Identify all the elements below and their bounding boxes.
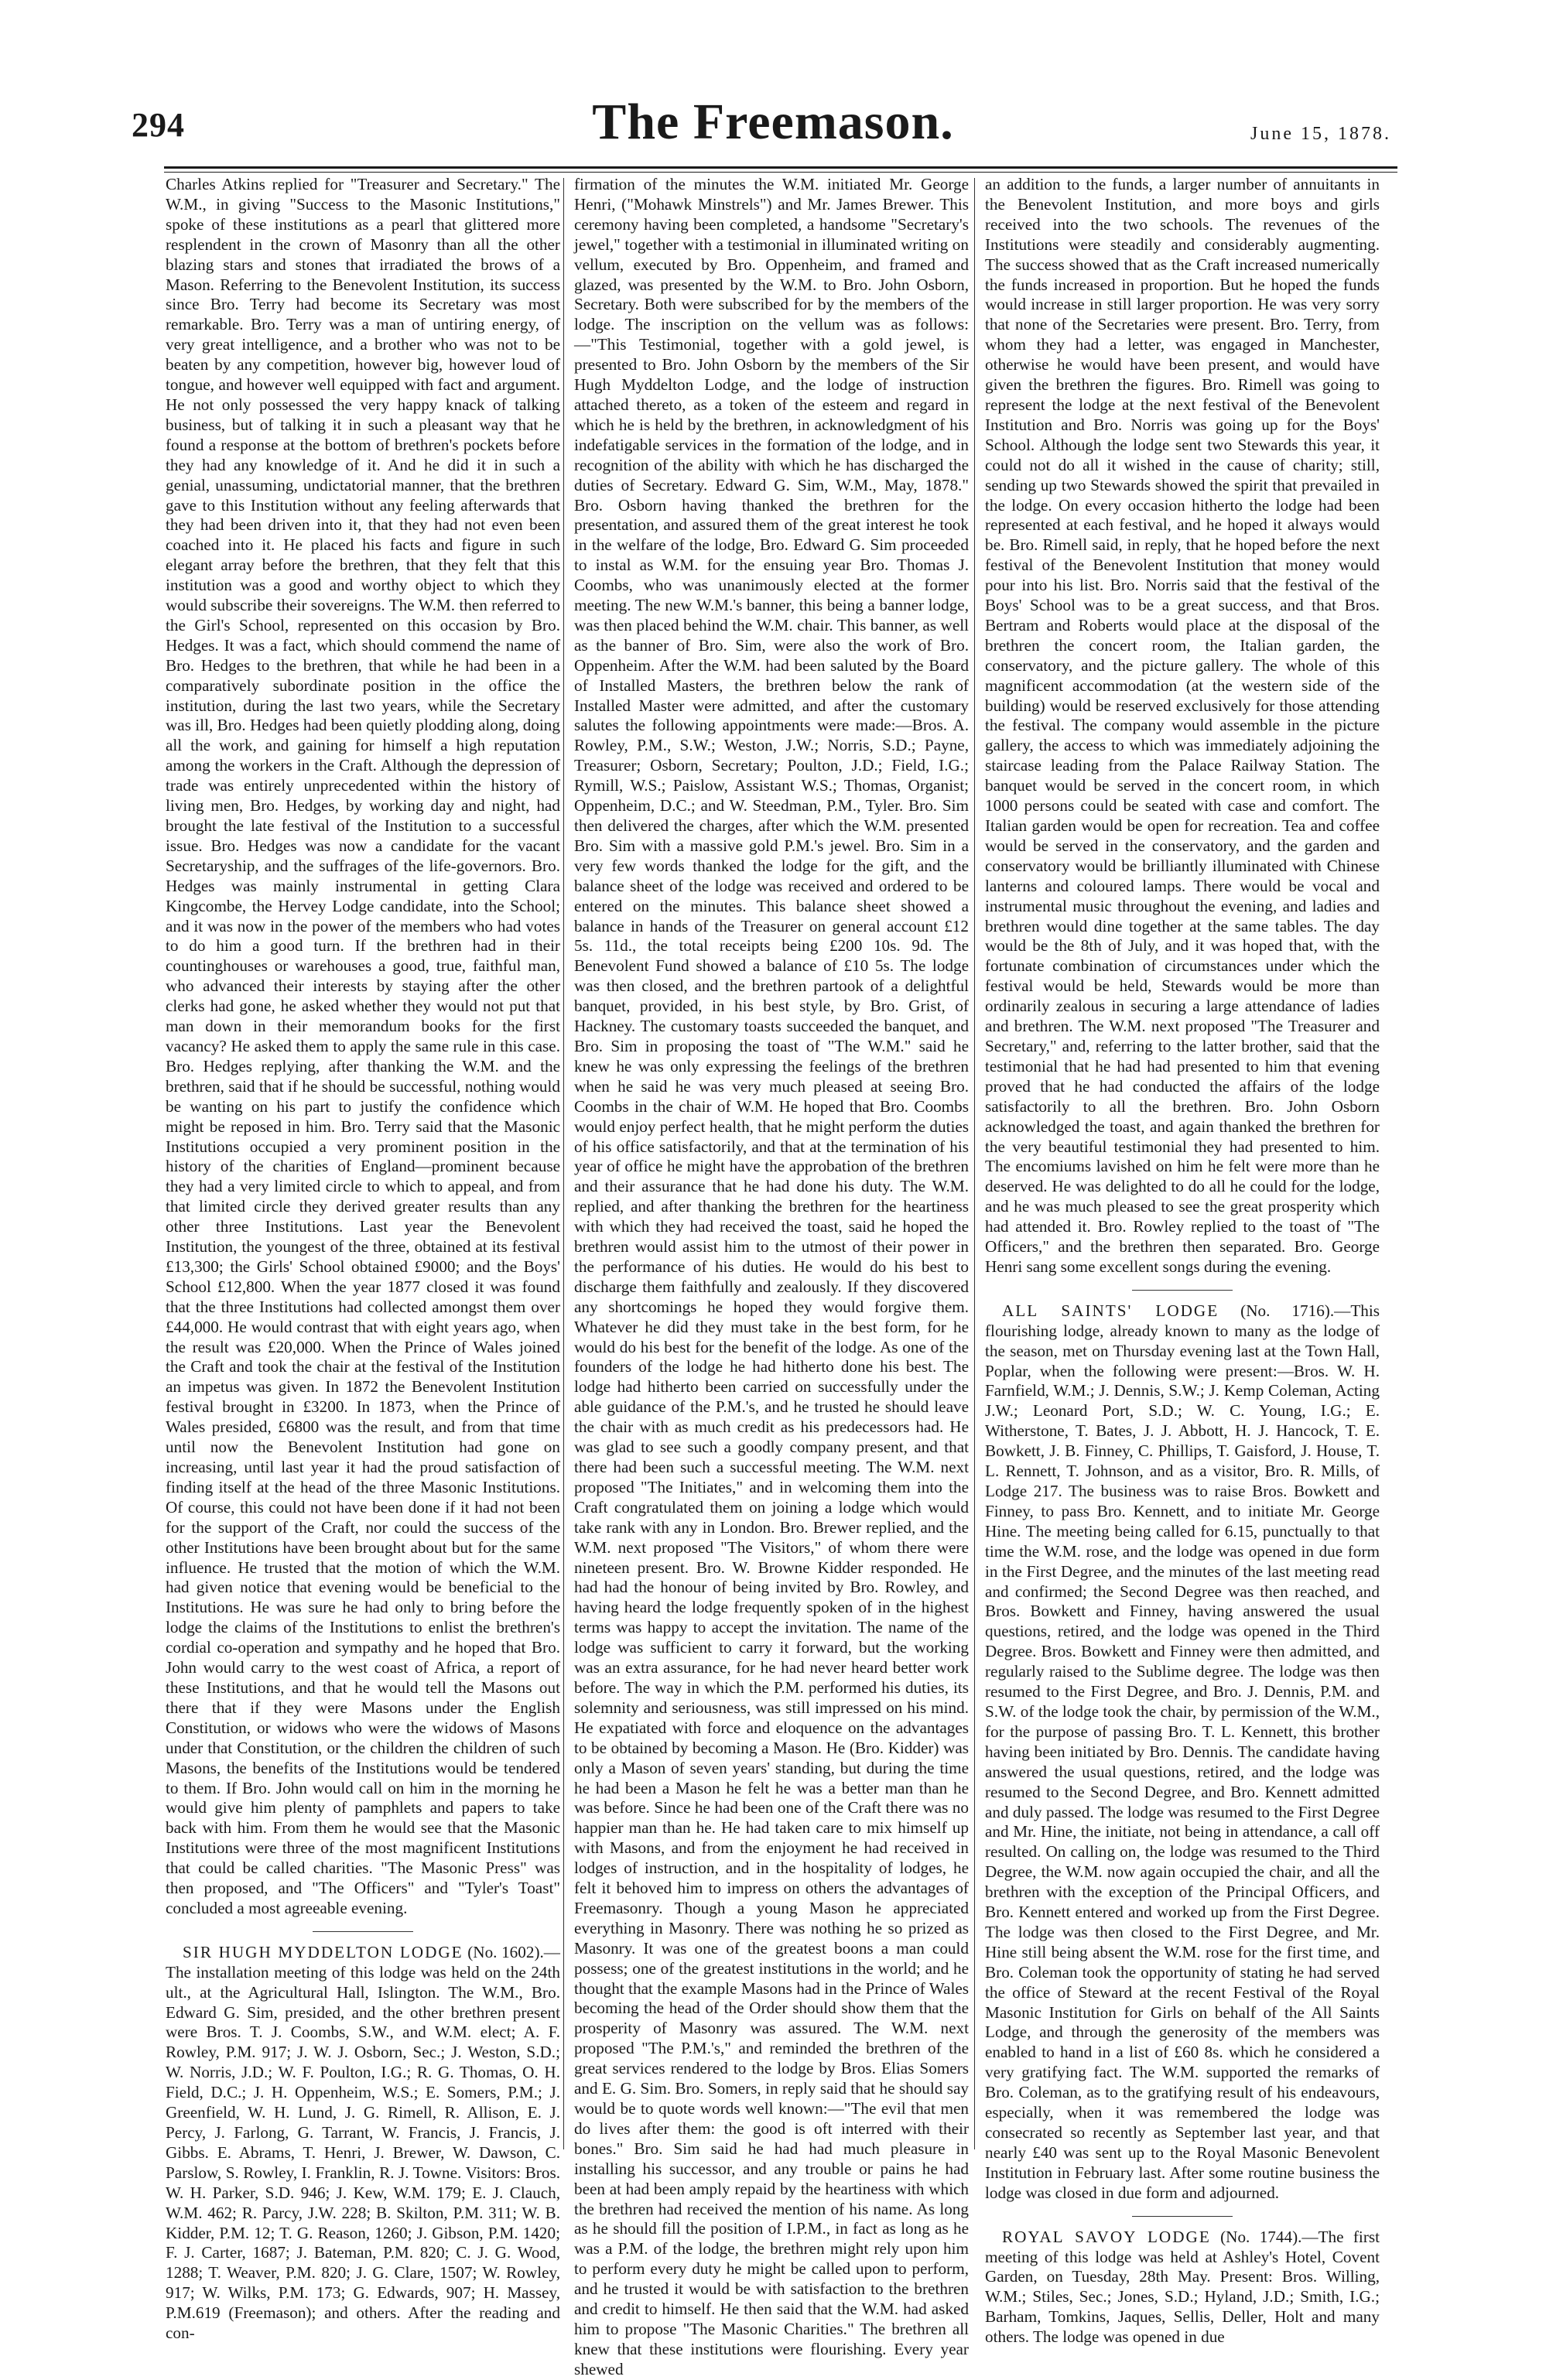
lodge-report-text: (No. 1744).—The first meeting of this lodge was held at Ashley's Hotel, Covent Garden, on Tuesday, 28th May. Present: Bros. Willing, W.M.; Stiles, Sec.; Jones, S.D.; Hyland, J.D.; Smith, I.G.; Barham, Tomkins, Jaques, Sellis, Deller, Holt and many others. The lodge was opened in due — [985, 2227, 1380, 2347]
article-text: an addition to the funds, a larger number of annuitants in the Benevolent Institution, and more boys and girls received into the two schools. The revenues of the Institutions were steadily and considerably augmenting. The success showed that as the Craft increased numerically the funds increased in proportion. But he hoped the funds would increase in still larger proportion. He was very sorry that none of the Secretaries were present. Bro. Terry, from whom they had a letter, was engaged in Manchester, otherwise he would have been present, and would have given the brethren the figures. Bro. Rimell was going to represent the lodge at the next festival of the Benevolent Institution and Bro. Norris was going up for the Boys' School. Although the lodge sent two Stewards this year, it could not do all it wished in the cause of charity; still, sending up two Stewards showed the spirit that prevailed in the lodge. On every occasion hitherto the lodge had been represented at each festival, and he hoped it always would be. Bro. Rimell said, in reply, that he hoped before the next festival of the Benevolent Institution that money would pour into his list. Bro. Norris said that the festival of the Boys' School was to be a great success, and that Bros. Bertram and Roberts would place at the disposal of the brethren the concert room, the Italian garden, the conservatory, and the picture gallery. The whole of this magnificent accommodation (at the western side of the building) would be reserved exclusively for those attending the festival. The company would assemble in the picture gallery, the access to which was immediately adjoining the staircase leading from the Palace Railway Station. The banquet would be served in the concert room, in which 1000 persons could be seated with case and comfort. The Italian garden would be open for recreation. Tea and coffee would be served in the conservatory, and the garden and conservatory would be brilliantly illuminated with Chinese lanterns and coloured lamps. There would be vocal and instrumental music throughout the evening, and ladies and brethren would dine together at the same tables. The day would be the 8th of July, and it was hoped that, with the fortunate combination of circumstances under which the festival would be held, Stewards would be more than ordinarily zealous in securing a large attendance of ladies and brethren. The W.M. next proposed "The Treasurer and Secretary," and, referring to the latter brother, said that the testimonial that he had had presented to him that evening proved that he had conducted the affairs of the lodge satisfactorily to all the brethren. Bro. John Osborn acknowledged the toast, and again thanked the brethren for the very beautiful testimonial they had presented to him. The encomiums lavished on him he felt were more than he deserved. He was delighted to do all he could for the lodge, and he was much pleased to see the great prosperity which had attended it. Bro. Rowley replied to the toast of "The Officers," and the brethren then separated. Bro. George Henri sang some excellent songs during the evening. — [985, 175, 1380, 1276]
lodge-report-text: (No. 1602).—The installation meeting of this lodge was held on the 24th ult., at the Agricultural Hall, Islington. The W.M., Bro. Edward G. Sim, presided, and the other brethren present were Bros. T. J. Coombs, S.W., and W.M. elect; A. F. Rowley, P.M. 917; J. W. J. Osborn, Sec.; J. Weston, S.D.; W. Norris, J.D.; W. F. Poulton, I.G.; R. G. Thomas, O. H. Field, D.C.; J. H. Oppenheim, W.S.; E. Somers, P.M.; J. Greenfield, W. H. Lund, J. G. Rimell, R. Allison, E. J. Percy, J. Farlong, G. Tarrant, W. Francis, J. Francis, J. Gibbs. E. Abrams, T. Henri, J. Brewer, W. Dawson, C. Parslow, S. Rowley, I. Franklin, R. J. Towne. Visitors: Bros. W. H. Parker, S.D. 946; J. Kew, W.M. 179; E. J. Clauch, W.M. 462; R. Parcy, J.W. 228; B. Skilton, P.M. 311; W. B. Kidder, P.M. 12; T. G. Reason, 1260; J. Gibson, P.M. 1420; F. J. Carter, 1687; J. Bateman, P.M. 820; C. J. G. Wood, 1288; T. Weaver, P.M. 820; J. G. Clare, 1507; W. Rowley, 917; W. Wilks, P.M. 173; G. Edwards, 907; H. Massey, P.M.619 (Freemason); and others. After the reading and con- — [166, 1942, 560, 2343]
issue-date: June 15, 1878. — [1250, 124, 1391, 144]
column-1 — [166, 175, 560, 2344]
lodge-report — [985, 2228, 1380, 2348]
column-separator — [563, 178, 564, 2149]
masthead-title: The Freemason. — [592, 94, 954, 150]
column-3 — [985, 175, 1380, 2348]
column-separator — [974, 178, 975, 2149]
lodge-heading: ALL SAINTS' LODGE — [1002, 1301, 1219, 1320]
header-rule-thin — [164, 172, 1397, 173]
lodge-heading: SIR HUGH MYDDELTON LODGE — [183, 1942, 463, 1961]
header-rule — [164, 166, 1397, 169]
column-2 — [574, 175, 969, 2380]
article-text: Charles Atkins replied for "Treasurer and Secretary." The W.M., in giving "Success to the Masonic Institutions," spoke of these institutions as a pearl that glittered more resplendent in the crown of Masonry than all the other blazing stars and stones that irradiated the brows of a Mason. Referring to the Benevolent Institution, its success since Bro. Terry had become its Secretary was most remarkable. Bro. Terry was a man of untiring energy, of very great intelligence, and a brother who was not to be beaten by any competition, however big, however loud of tongue, and however well equipped with fact and argument. He not only possessed the very happy knack of talking business, but of talking it in such a pleasant way that he found a response at the bottom of brethren's pockets before they had any knowledge of it. And he did it in such a genial, unassuming, undictatorial manner, that the brethren gave to this Institution without any feeling afterwards that they had been driven into it, that they had not even been coached into it. He placed his facts and figure in such elegant array before the brethren, that they felt that this institution was a good and worthy object to which they would subscribe their sovereigns. The W.M. then referred to the Girl's School, represented on this occasion by Bro. Hedges. It was a fact, which should commend the name of Bro. Hedges to the brethren, that while he had been in a comparatively subordinate position in the office the institution, during the last two years, while the Secretary was ill, Bro. Hedges had been quietly plodding along, doing all the work, and gaining for himself a high reputation among the workers in the Craft. Although the depression of trade was entirely unprecedented within the history of living men, Bro. Hedges, by working day and night, had brought the late festival of the Institution to a successful issue. Bro. Hedges was now a candidate for the vacant Secretaryship, and the suffrages of the life-governors. Bro. Hedges was mainly instrumental in getting Clara Kingcombe, the Hervey Lodge candidate, into the School; and it was now in the power of the members who had votes to do him a good turn. If the brethren had in their countinghouses or warehouses a good, true, faithful man, who advanced their interests by staying after the other clerks had gone, he asked whether they would not put that man down in their memorandum books for the first vacancy? He asked them to apply the same rule in this case. Bro. Hedges replying, after thanking the W.M. and the brethren, said that if he should be successful, nothing would be wanting on his part to justify the confidence which might be reposed in him. Bro. Terry said that the Masonic Institutions occupied a very prominent position in the history of the charities of England—prominent because they had a very limited circle to which to appeal, and from that limited circle they derived greater results than any other three Institutions. Last year the Benevolent Institution, the youngest of the three, obtained at its festival £13,300; the Girls' School obtained £9000; and the Boys' School £12,800. When the year 1877 closed it was found that the three Institutions had collected amongst them over £44,000. He would contrast that with eight years ago, when the result was £20,000. When the Prince of Wales joined the Craft and took the chair at the festival of the Institution an impetus was given. In 1872 the Benevolent Institution festival brought in £3200. In 1873, when the Prince of Wales presided, £6800 was the result, and from that time until now the Benevolent Institution had gone on increasing, until last year it had the proud satisfaction of finding itself at the head of the three Masonic Institutions. Of course, this could not have been done if it had not been for the support of the Craft, nor could the success of the other Institutions have been brought about but for the same influence. He trusted that the motion of which the W.M. had given notice that evening would be beneficial to the Institutions. He was sure he had only to bring before the lodge the claims of the Institutions to enlist the brethren's cordial co-operation and sympathy and he hoped that Bro. John would carry to the west coast of Africa, a report of these Institutions, and that he would tell the Masons out there that if they were Masons under the English Constitution, or widows who were the widows of Masons under that Constitution, or the children the children of such Masons, the benefits of the Institutions would be tendered to them. If Bro. John would call on him in the morning he would give him plenty of pamphlets and papers to take back with him. From them he would see that the Masonic Institutions were three of the most magnificent Institutions that could be called charities. "The Masonic Press" was then proposed, and "The Officers" and "Tyler's Toast" concluded a most agreeable evening. — [166, 175, 560, 1917]
page-number: 294 — [132, 106, 185, 144]
section-divider — [1132, 1290, 1233, 1291]
lodge-heading: ROYAL SAVOY LODGE — [1002, 2227, 1211, 2246]
section-divider — [313, 1931, 413, 1932]
article-text: firmation of the minutes the W.M. initiated Mr. George Henri, ("Mohawk Minstrels") and Mr. James Brewer. This ceremony having been completed, a handsome "Secretary's jewel," together with a testimonial in illuminated writing on vellum, executed by Bro. Oppenheim, and framed and glazed, was presented by the W.M. to Bro. John Osborn, Secretary. Both were subscribed for by the members of the lodge. The inscription on the vellum was as follows:—"This Testimonial, together with a gold jewel, is presented to Bro. John Osborn by the members of the Sir Hugh Myddelton Lodge, and the lodge of instruction attached thereto, as a token of the esteem and regard in which he is held by the brethren, in acknowledgment of his indefatigable services in the formation of the lodge, and in recognition of the ability with which he has discharged the duties of Secretary. Edward G. Sim, W.M., May, 1878." Bro. Osborn having thanked the brethren for the presentation, and assured them of the great interest he took in the welfare of the lodge, Bro. Edward G. Sim proceeded to instal as W.M. for the ensuing year Bro. Thomas J. Coombs, who was unanimously elected at the former meeting. The new W.M.'s banner, this being a banner lodge, was then placed behind the W.M. chair. This banner, as well as the banner of Bro. Sim, were also the work of Bro. Oppenheim. After the W.M. had been saluted by the Board of Installed Masters, the brethren below the rank of Installed Master were admitted, and after the customary salutes the following appointments were made:—Bros. A. Rowley, P.M., S.W.; Weston, J.W.; Norris, S.D.; Payne, Treasurer; Osborn, Secretary; Poulton, J.D.; Field, I.G.; Rymill, W.S.; Paislow, Assistant W.S.; Thomas, Organist; Oppenheim, D.C.; and W. Steedman, P.M., Tyler. Bro. Sim then delivered the charges, after which the W.M. presented Bro. Sim with a massive gold P.M.'s jewel. Bro. Sim in a very few words thanked the lodge for the gift, and the balance sheet of the lodge was received and ordered to be entered on the minutes. This balance sheet showed a balance in hands of the Treasurer on general account £12 5s. 11d., the total receipts being £200 10s. 9d. The Benevolent Fund showed a balance of £10 5s. The lodge was then closed, and the brethren partook of a delightful banquet, provided, in his best style, by Bro. Grist, of Hackney. The customary toasts succeeded the banquet, and Bro. Sim in proposing the toast of "The W.M." said he knew he was only expressing the feelings of the brethren when he said he was very much pleased at seeing Bro. Coombs in the chair of W.M. He hoped that Bro. Coombs would enjoy perfect health, that he might perform the duties of his office satisfactorily, and that at the termination of his year of office he might have the approbation of the brethren and their assurance that he had done his duty. The W.M. replied, and after thanking the brethren for the heartiness with which they had received the toast, said he hoped the brethren would assist him to the utmost of their power in the performance of his duties. He would do his best to discharge them faithfully and zealously. If they discovered any shortcomings he hoped they would forgive them. Whatever he did they must take in the best form, for he would do his best for the benefit of the lodge. As one of the founders of the lodge he had hitherto done his best. The lodge had hitherto been carried on successfully under the able guidance of the P.M.'s, and he trusted he should leave the chair with as much credit as his predecessors had. He was glad to see such a goodly company present, and that there had been such a successful meeting. The W.M. next proposed "The Initiates," and in welcoming them into the Craft congratulated them on joining a lodge which would take rank with any in London. Bro. Brewer replied, and the W.M. next proposed "The Visitors," of whom there were nineteen present. Bro. W. Browne Kidder responded. He had had the honour of being invited by Bro. Rowley, and having heard the lodge frequently spoken of in the highest terms was happy to accept the invitation. The name of the lodge was sufficient to carry it forward, but the working was an extra assurance, for he had never heard better work before. The way in which the P.M. performed his duties, its solemnity and seriousness, was still impressed on his mind. He expatiated with force and eloquence on the advantages to be obtained by becoming a Mason. He (Bro. Kidder) was only a Mason of seven years' standing, but during the time he had been a Mason he felt he was a better man than he was before. Since he had been one of the Craft there was no happier man than he. He had taken care to mix himself up with Masons, and from the enjoyment he had received in lodges of instruction, and in the hospitality of lodges, he felt it behoved him to impress on others the advantages of Freemasonry. Though a young Mason he appreciated everything in Masonry. There was nothing he so prized as Masonry. It was one of the greatest boons a man could possess; one of the greatest institutions in the world; and he thought that the example Masons had in the Prince of Wales becoming the head of the Order should show them that the prosperity of Masonry was assured. The W.M. next proposed "The P.M.'s," and reminded the brethren of the great services rendered to the lodge by Bros. Elias Somers and E. G. Sim. Bro. Somers, in reply said that he should say would be to quote words well known:—"The evil that men do lives after them: the good is oft interred with their bones." Bro. Sim said he had had much pleasure in installing his successor, and any trouble or pains he had been at had been amply repaid by the heartiness with which the brethren had received the mention of his name. As long as he should fill the position of I.P.M., in fact as long as he was a P.M. of the lodge, the brethren might rely upon him to perform every duty he might be called upon to perform, and he trusted it would be with satisfaction to the brethren and credit to himself. He then said that the W.M. had asked him to propose "The Masonic Charities." The brethren all knew that these institutions were flourishing. Every year shewed — [574, 175, 969, 2378]
lodge-report — [166, 1943, 560, 2344]
lodge-report-text: (No. 1716).—This flourishing lodge, already known to many as the lodge of the season, met on Thursday evening last at the Town Hall, Poplar, when the following were present:—Bros. W. H. Farnfield, W.M.; J. Dennis, S.W.; J. Kemp Coleman, Acting J.W.; Leonard Port, S.D.; W. C. Young, I.G.; E. Witherstone, T. Bates, J. J. Abbott, H. J. Hancock, T. E. Bowkett, J. B. Finney, C. Phillips, T. Gaisford, J. House, T. L. Rennett, T. Johnson, and as a visitor, Bro. R. Mills, of Lodge 217. The business was to raise Bros. Bowkett and Finney, to pass Bro. Kennett, and to initiate Mr. George Hine. The meeting being called for 6.15, punctually to that time the W.M. rose, and the lodge was opened in due form in the First Degree, and the minutes of the last meeting read and confirmed; the Second Degree was then reached, and Bros. Bowkett and Finney, having answered the usual questions, retired, and the lodge was opened in the Third Degree. Bros. Bowkett and Finney were then admitted, and regularly raised to the Sublime degree. The lodge was then resumed to the First Degree, and Bro. J. Dennis, P.M. and S.W. of the lodge took the chair, by permission of the W.M., for the purpose of passing Bro. T. L. Kennett, this brother having been initiated by Bro. Dennis. The candidate having answered the usual questions, retired, and the lodge was resumed to the Second Degree, and Bro. Kennett admitted and duly passed. The lodge was resumed to the First Degree and Mr. Hine, the initiate, not being in attendance, a call off resulted. On calling on, the lodge was resumed to the Third Degree, the W.M. now again occupied the chair, and all the brethren with the exception of the Principal Officers, and Bro. Kennett entered and worked up from the First Degree. The lodge was then closed to the First Degree, and Mr. Hine still being absent the W.M. rose for the first time, and Bro. Coleman took the opportunity of stating he had served the office of Steward at the recent Festival of the Royal Masonic Institution for Girls on behalf of the All Saints Lodge, and through the generosity of the members was enabled to hand in a list of £60 8s. which he considered a very gratifying fact. The W.M. supported the remarks of Bro. Coleman, as to the gratifying result of his endeavours, especially, when it was remembered the lodge was consecrated so recently as September last year, and that nearly £40 was sent up to the Royal Masonic Benevolent Institution in February last. After some routine business the lodge was closed in due form and adjourned. — [985, 1301, 1380, 2202]
lodge-report — [985, 1301, 1380, 2204]
section-divider — [1132, 2216, 1233, 2217]
